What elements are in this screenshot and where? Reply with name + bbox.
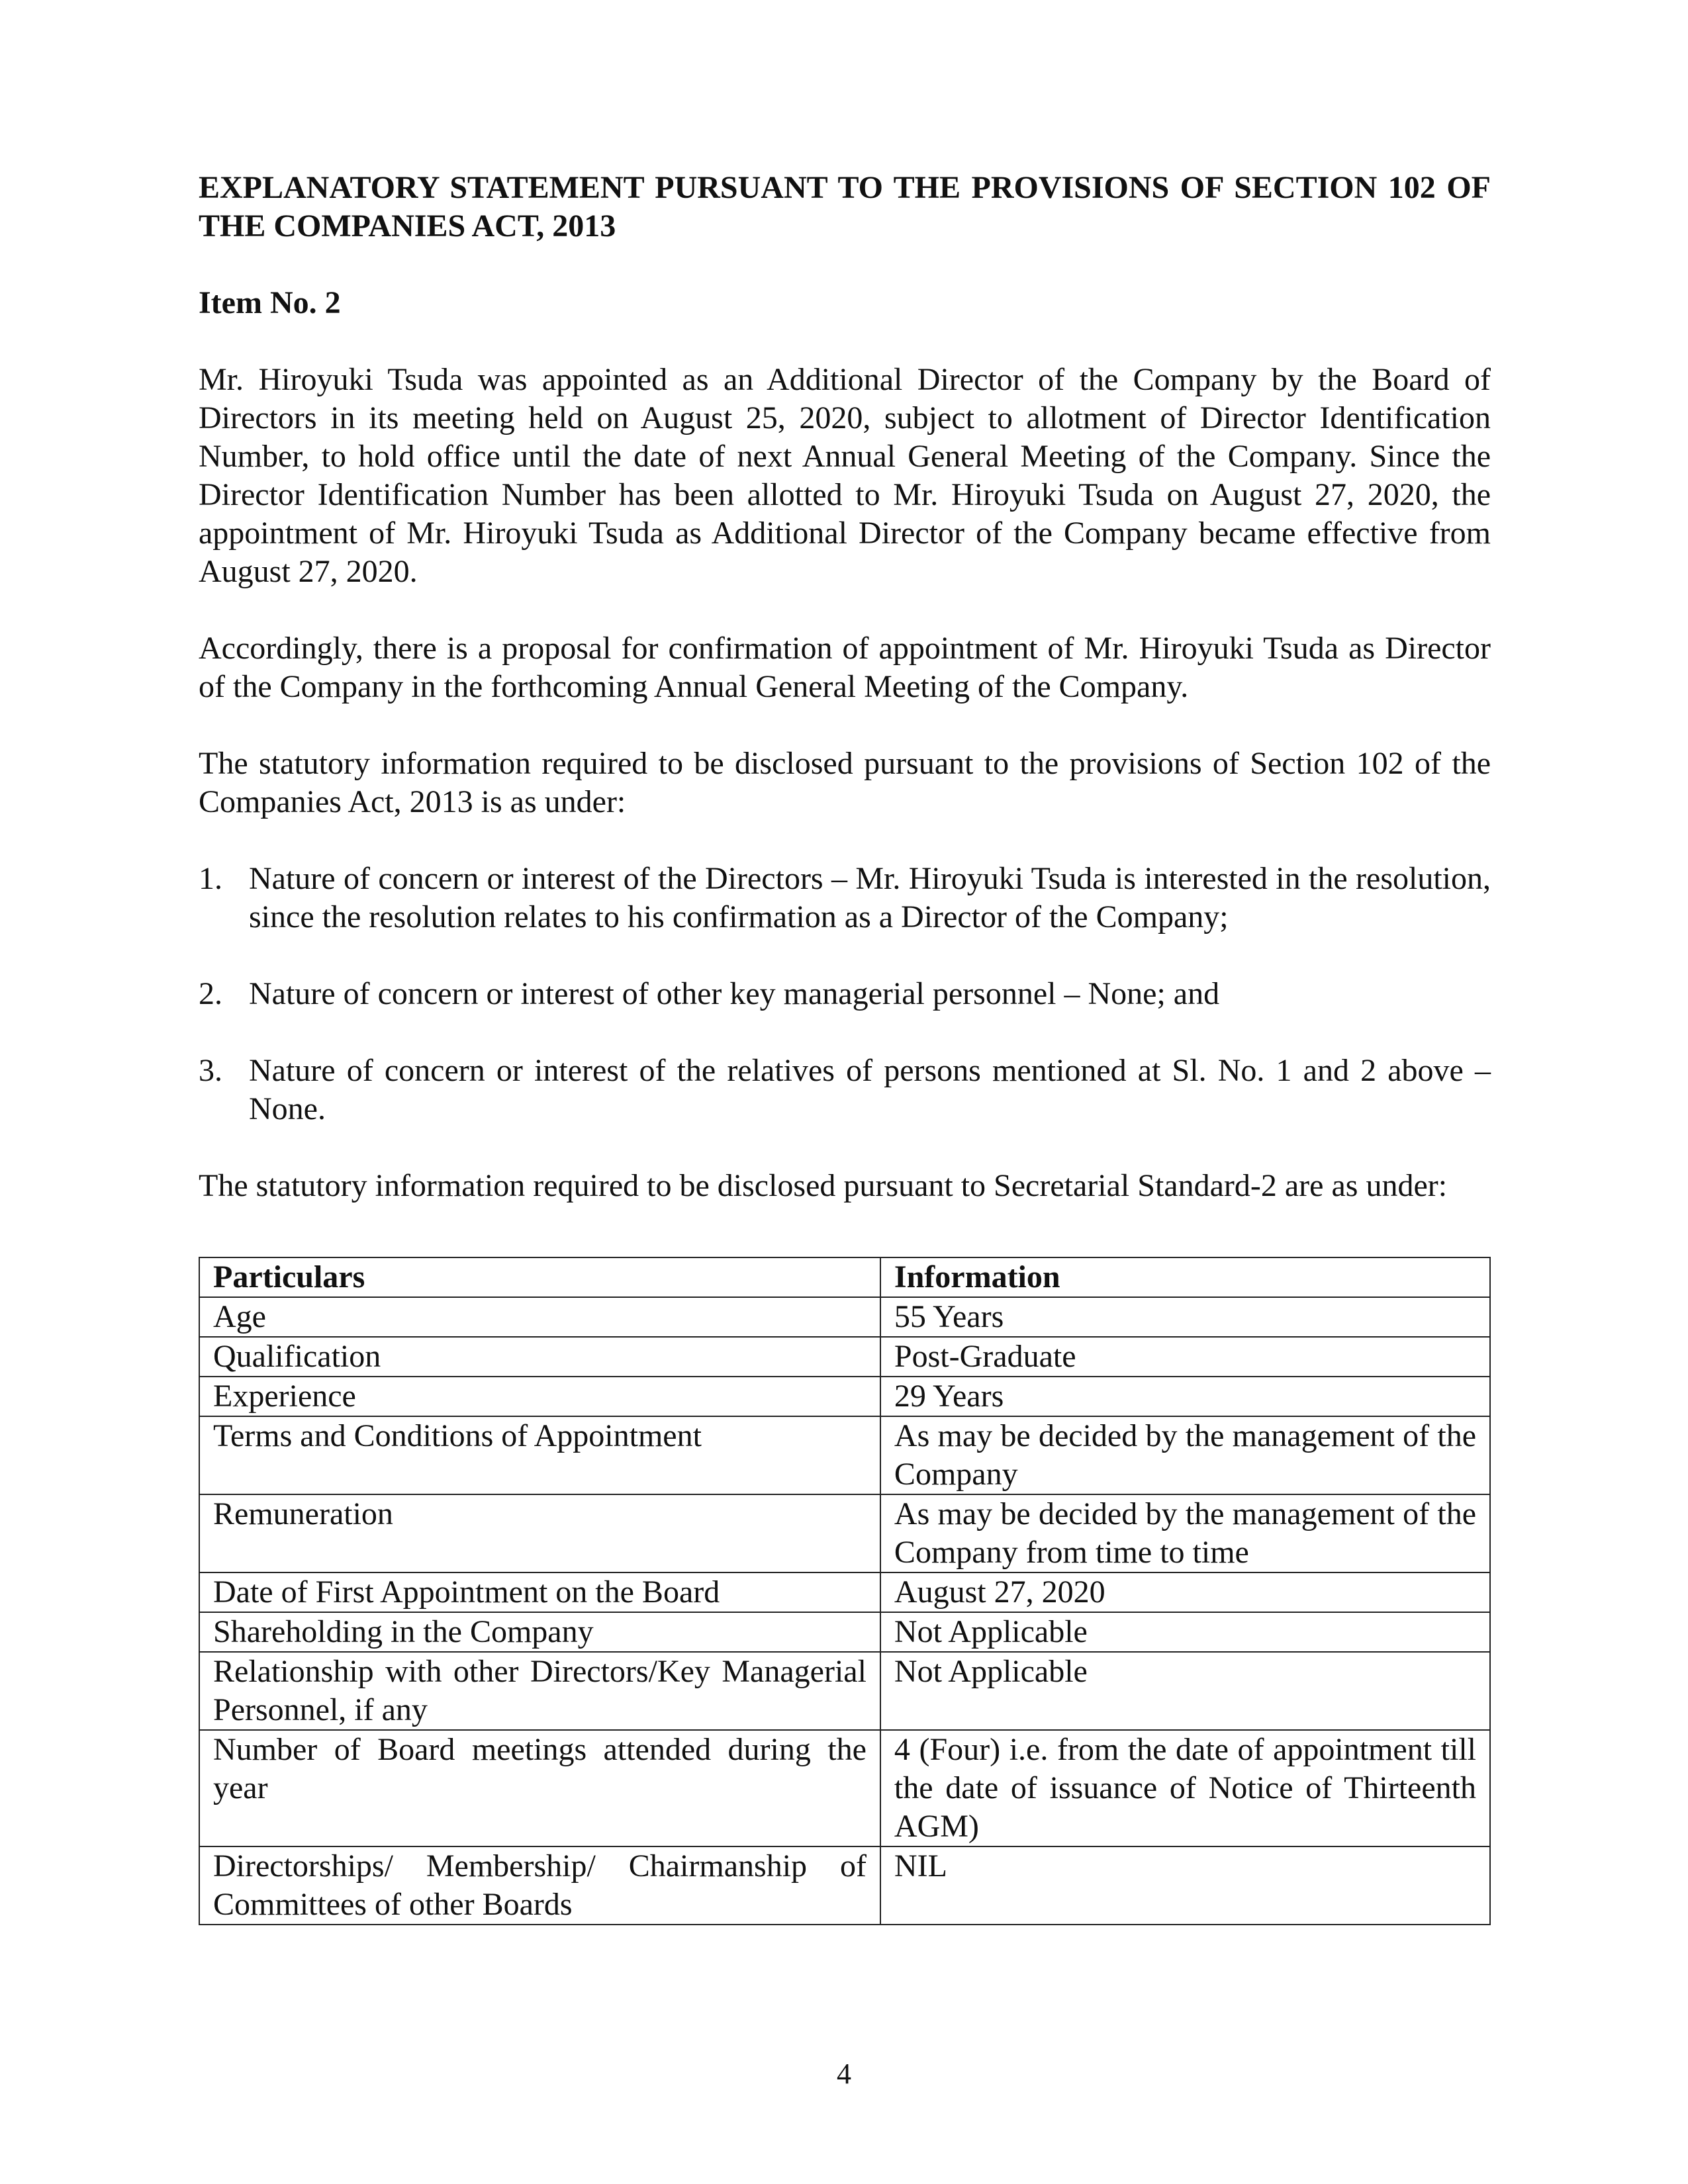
list-item-text: Nature of concern or interest of the relatives of persons mentioned at Sl. No. 1 and 2 above – None. — [249, 1053, 1491, 1126]
cell-information: 29 Years — [880, 1377, 1490, 1416]
cell-particular: Terms and Conditions of Appointment — [199, 1416, 880, 1494]
cell-particular: Directorships/ Membership/ Chairmanship of Committees of other Boards — [199, 1846, 880, 1925]
table-row — [199, 1846, 1490, 1925]
cell-particular: Remuneration — [199, 1494, 880, 1572]
table-row — [199, 1377, 1490, 1416]
table-row — [199, 1337, 1490, 1377]
header-information: Information — [880, 1257, 1490, 1297]
table-row — [199, 1572, 1490, 1612]
paragraph-proposal: Accordingly, there is a proposal for confirmation of appointment of Mr. Hiroyuki Tsuda as Director of the Company in the forthcoming Annual General Meeting of the Company. — [199, 631, 1491, 704]
cell-information: 4 (Four) i.e. from the date of appointment till the date of issuance of Notice of Thirteenth AGM) — [880, 1730, 1490, 1846]
cell-information: As may be decided by the management of the Company from time to time — [880, 1494, 1490, 1572]
list-item-text: Nature of concern or interest of other key managerial personnel – None; and — [249, 976, 1220, 1011]
list-item — [199, 1052, 1491, 1128]
cell-particular: Relationship with other Directors/Key Managerial Personnel, if any — [199, 1652, 880, 1730]
paragraph-appointment: Mr. Hiroyuki Tsuda was appointed as an Additional Director of the Company by the Board of Directors in its meeting held on August 25, 2020, subject to allotment of Director Identification Number, to hold office until the date of next Annual General Meeting of the Company. Since the Director Identification Number has been allotted to Mr. Hiroyuki Tsuda on August 27, 2020, the appointment of Mr. Hiroyuki Tsuda as Additional Director of the Company became effective from August 27, 2020. — [199, 362, 1491, 589]
list-item-number: 1. — [199, 861, 222, 896]
cell-particular: Date of First Appointment on the Board — [199, 1572, 880, 1612]
page-number: 4 — [837, 2058, 851, 2090]
document-heading: EXPLANATORY STATEMENT PURSUANT TO THE PROVISIONS OF SECTION 102 OF THE COMPANIES ACT, 2013 — [199, 170, 1491, 244]
cell-information: As may be decided by the management of the Company — [880, 1416, 1490, 1494]
cell-information: 55 Years — [880, 1297, 1490, 1337]
cell-particular: Qualification — [199, 1337, 880, 1377]
cell-particular: Experience — [199, 1377, 880, 1416]
list-item-number: 2. — [199, 976, 222, 1011]
paragraph-table-intro: The statutory information required to be disclosed pursuant to Secretarial Standard-2 are as under: — [199, 1168, 1448, 1203]
table-row — [199, 1612, 1490, 1652]
table-row — [199, 1416, 1490, 1494]
table-row — [199, 1297, 1490, 1337]
list-item — [199, 975, 1491, 1013]
item-number: Item No. 2 — [199, 285, 341, 320]
cell-particular: Number of Board meetings attended during the year — [199, 1730, 880, 1846]
table-row — [199, 1494, 1490, 1572]
document-body — [199, 169, 1491, 1925]
table-header-row — [199, 1257, 1490, 1297]
cell-information: Not Applicable — [880, 1612, 1490, 1652]
cell-particular: Age — [199, 1297, 880, 1337]
cell-information: NIL — [880, 1846, 1490, 1925]
table-row — [199, 1730, 1490, 1846]
disclosure-list — [199, 860, 1491, 1128]
paragraph-statutory-intro: The statutory information required to be disclosed pursuant to the provisions of Section 102 of the Companies Act, 2013 is as under: — [199, 746, 1491, 819]
cell-information: Post-Graduate — [880, 1337, 1490, 1377]
information-table — [199, 1257, 1491, 1925]
cell-information: Not Applicable — [880, 1652, 1490, 1730]
cell-particular: Shareholding in the Company — [199, 1612, 880, 1652]
list-item — [199, 860, 1491, 936]
table-row — [199, 1652, 1490, 1730]
cell-information: August 27, 2020 — [880, 1572, 1490, 1612]
list-item-text: Nature of concern or interest of the Directors – Mr. Hiroyuki Tsuda is interested in the resolution, since the resolution relates to his confirmation as a Director of the Company; — [249, 861, 1491, 934]
header-particulars: Particulars — [199, 1257, 880, 1297]
list-item-number: 3. — [199, 1053, 222, 1088]
